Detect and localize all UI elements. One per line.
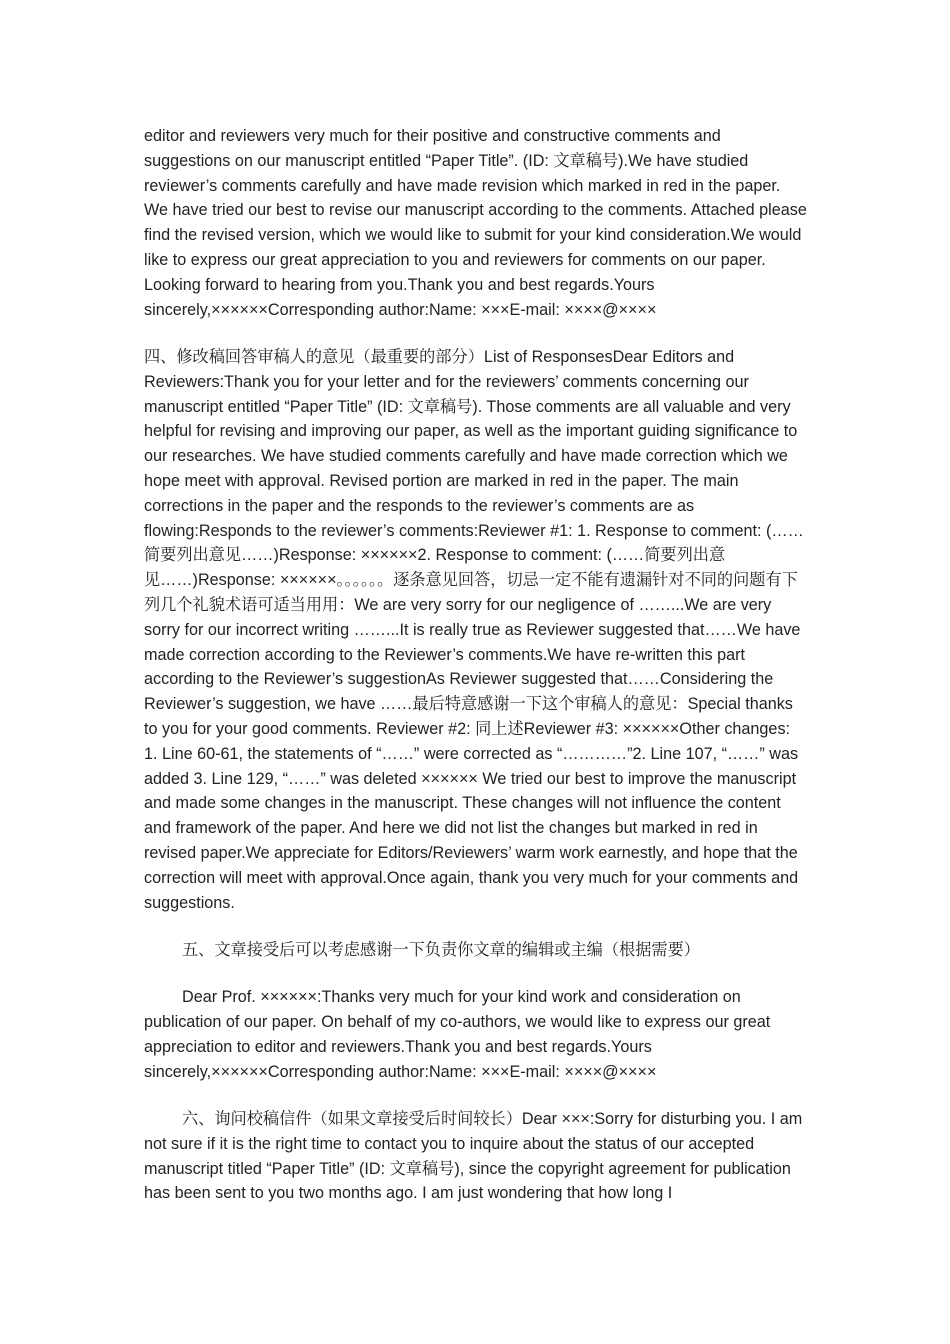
document-page bbox=[144, 124, 808, 1229]
section-5-heading: 五、文章接受后可以考虑感谢一下负责你文章的编辑或主编（根据需要） bbox=[182, 939, 700, 959]
cover-letter-paragraph: editor and reviewers very much for their positive and constructive comments and suggestions on our manuscript entitled “Paper Title”. (ID: 文章稿号).We have studied reviewer’s comments carefully and have made revision which marked in red in the paper. We have tried our best to revise our manuscript according to the comments. Attached please find the revised version, which we would like to submit for your kind consideration.We would like to express our great appreciation to you and reviewers for comments on our paper. Looking forward to hearing from you.Thank you and best regards.Yours sincerely,××××××Corresponding author:Name: ×××E-mail: ××××@×××× bbox=[144, 127, 807, 319]
responses-paragraph: 四、修改稿回答审稿人的意见（最重要的部分）List of ResponsesDear Editors and Reviewers:Thank you for your letter and for the reviewers’ comments concerning our manuscript entitled “Paper Title” (ID: 文章稿号). Those comments are all valuable and very helpful for revising and improving our paper, as well as the important guiding significance to our researches. We have studied comments carefully and have made correction which we hope meet with approval. Revised portion are marked in red in the paper. The main corrections in the paper and the responds to the reviewer’s comments are as flowing:Responds to the reviewer’s comments:Reviewer #1: 1. Response to comment: (……简要列出意见……)Response: ××××××2. Response to comment: (……简要列出意见……)Response: ××××××。。。。。。逐条意见回答，切忌一定不能有遗漏针对不同的问题有下列几个礼貌术语可适当用用：We are very sorry for our negligence of ……...We are very sorry for our incorrect writing ……...It is really true as Reviewer suggested that……We have made correction according to the Reviewer’s comments.We have re-written this part according to the Reviewer’s suggestionAs Reviewer suggested that……Considering the Reviewer’s suggestion, we have ……最后特意感谢一下这个审稿人的意见：Special thanks to you for your good comments. Reviewer #2: 同上述Reviewer #3: ××××××Other changes: 1. Line 60-61, the statements of “……” were corrected as “…………”2. Line 107, “……” was added 3. Line 129, “……” was deleted ×××××× We tried our best to improve the manuscript and made some changes in the manuscript. These changes will not influence the content and framework of the paper. And here we did not list the changes but marked in red in revised paper.We appreciate for Editors/Reviewers’ warm work earnestly, and hope that the correction will meet with approval.Once again, thank you very much for your comments and suggestions. bbox=[144, 347, 804, 912]
inquiry-paragraph: 六、询问校稿信件（如果文章接受后时间较长）Dear ×××:Sorry for disturbing you. I am not sure if it is the right time to contact you to inquire about the status of our accepted manuscript titled “Paper Title” (ID: 文章稿号), since the copyright agreement for publication has been sent to you two months ago. I am just wondering that how long I bbox=[144, 1110, 803, 1203]
thanks-letter-paragraph: Dear Prof. ××××××:Thanks very much for your kind work and consideration on publication of our paper. On behalf of my co-authors, we would like to express our great appreciation to editor and reviewers.Thank you and best regards.Yours sincerely,××××××Corresponding author:Name: ×××E-mail: ××××@×××× bbox=[144, 988, 771, 1081]
